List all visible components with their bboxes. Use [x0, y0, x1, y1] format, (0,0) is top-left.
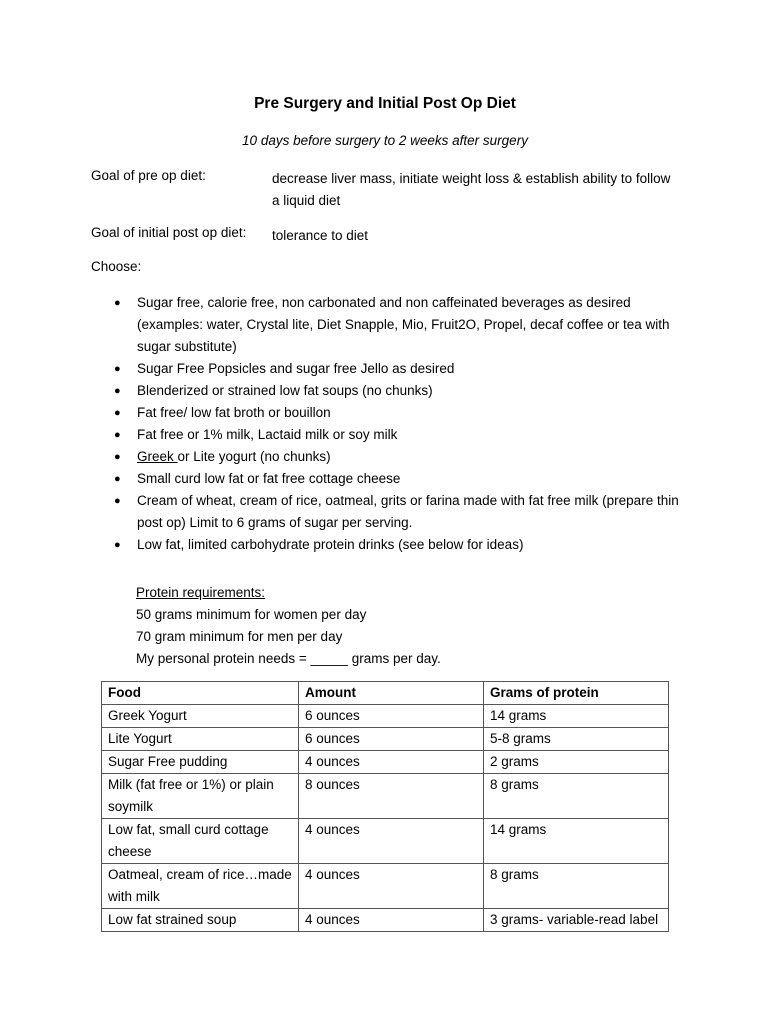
- cell-food: Milk (fat free or 1%) or plain soymilk: [102, 774, 299, 819]
- page-title: Pre Surgery and Initial Post Op Diet: [254, 95, 516, 112]
- bullet-icon: ●: [114, 429, 121, 441]
- goal-post-op-label: Goal of initial post op diet:: [91, 225, 247, 240]
- list-item: ● Sugar free, calorie free, non carbonated and non caffeinated beverages as desired (examples: water, Crystal lite, Diet Snapple, Mio, Fruit2O, Propel, decaf coffee or tea with sugar substitute): [114, 292, 684, 358]
- table-row: [102, 774, 669, 819]
- cell-grams: 14 grams: [484, 819, 669, 864]
- protein-foods-table: [101, 681, 669, 932]
- choose-label: Choose:: [91, 259, 142, 274]
- list-item: ● Cream of wheat, cream of rice, oatmeal, grits or farina made with fat free milk (prepare thin post op) Limit to 6 grams of sugar per serving.: [114, 490, 684, 534]
- cell-food: Low fat, small curd cottage cheese: [102, 819, 299, 864]
- diet-options-list: [114, 292, 684, 556]
- cell-amount: 4 ounces: [299, 751, 484, 774]
- protein-men: 70 gram minimum for men per day: [136, 629, 343, 644]
- bullet-icon: ●: [114, 451, 121, 463]
- bullet-icon: ●: [114, 363, 121, 375]
- cell-grams: 8 grams: [484, 864, 669, 909]
- table-row: [102, 819, 669, 864]
- table-row: [102, 909, 669, 932]
- cell-food: Oatmeal, cream of rice…made with milk: [102, 864, 299, 909]
- goal-pre-op-value: decrease liver mass, initiate weight loss & establish ability to follow a liquid diet: [272, 171, 671, 208]
- cell-food: Low fat strained soup: [102, 909, 299, 932]
- cell-food: Lite Yogurt: [102, 728, 299, 751]
- bullet-icon: ●: [114, 495, 121, 507]
- protein-heading: Protein requirements:: [136, 585, 266, 600]
- cell-amount: 4 ounces: [299, 909, 484, 932]
- bullet-icon: ●: [114, 473, 121, 485]
- cell-grams: 8 grams: [484, 774, 669, 819]
- table-row: [102, 751, 669, 774]
- cell-grams: 3 grams- variable-read label: [484, 909, 669, 932]
- cell-food: Greek Yogurt: [102, 705, 299, 728]
- table-row: [102, 705, 669, 728]
- list-item: ● Low fat, limited carbohydrate protein drinks (see below for ideas): [114, 534, 684, 556]
- protein-women: 50 grams minimum for women per day: [136, 607, 367, 622]
- list-item: ● Fat free or 1% milk, Lactaid milk or soy milk: [114, 424, 684, 446]
- cell-grams: 5-8 grams: [484, 728, 669, 751]
- greek-word: Greek: [137, 449, 178, 464]
- goal-post-op-value: tolerance to diet: [272, 228, 369, 243]
- list-item: ● Sugar Free Popsicles and sugar free Jello as desired: [114, 358, 684, 380]
- list-item: ● Small curd low fat or fat free cottage cheese: [114, 468, 684, 490]
- protein-requirements: [136, 582, 441, 670]
- list-item: ● Blenderized or strained low fat soups (no chunks): [114, 380, 684, 402]
- page-subtitle: 10 days before surgery to 2 weeks after surgery: [242, 133, 528, 148]
- bullet-icon: ●: [114, 539, 121, 551]
- table-row: [102, 864, 669, 909]
- cell-amount: 6 ounces: [299, 705, 484, 728]
- table-row: [102, 728, 669, 751]
- cell-grams: 2 grams: [484, 751, 669, 774]
- bullet-icon: ●: [114, 297, 121, 309]
- goal-pre-op-label: Goal of pre op diet:: [91, 168, 206, 183]
- table-header-row: [102, 682, 669, 705]
- header-amount: Amount: [299, 682, 484, 705]
- cell-amount: 4 ounces: [299, 819, 484, 864]
- bullet-icon: ●: [114, 407, 121, 419]
- protein-personal: My personal protein needs = _____ grams per day.: [136, 651, 441, 666]
- cell-grams: 14 grams: [484, 705, 669, 728]
- cell-amount: 8 ounces: [299, 774, 484, 819]
- header-food: Food: [102, 682, 299, 705]
- cell-amount: 4 ounces: [299, 864, 484, 909]
- cell-food: Sugar Free pudding: [102, 751, 299, 774]
- cell-amount: 6 ounces: [299, 728, 484, 751]
- header-grams: Grams of protein: [484, 682, 669, 705]
- bullet-icon: ●: [114, 385, 121, 397]
- list-item: ● Fat free/ low fat broth or bouillon: [114, 402, 684, 424]
- list-item: ● Greek or Lite yogurt (no chunks): [114, 446, 684, 468]
